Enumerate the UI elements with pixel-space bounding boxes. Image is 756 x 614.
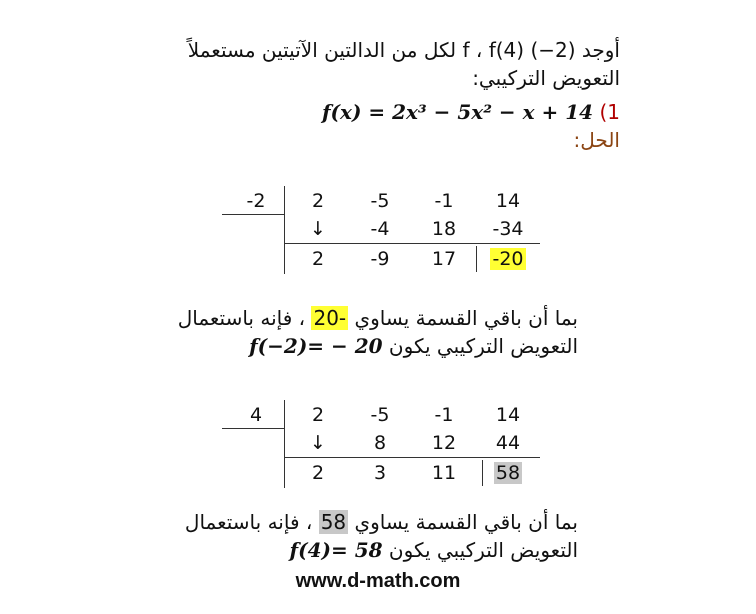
conclusion-2-result: 58 =(4)f [289,538,383,562]
conclusion-1-result: 20 − =(2−)f [249,334,383,358]
divisor-underline-2 [222,428,284,429]
conclusion-1-text-c: التعويض التركيبي يكون [382,334,578,358]
t2-r2-c4: 44 [495,432,521,454]
conclusion-2-highlight: 58 [320,510,347,534]
vertical-bar-1 [284,186,285,274]
sum-line-2 [284,457,540,458]
conclusion-1-line-1 [138,304,578,332]
conclusion-2-text-c: التعويض التركيبي يكون [382,538,578,562]
conclusion-1-highlight: -20 [313,306,347,330]
conclusion-1-text-a: بما أن باقي القسمة يساوي [348,306,578,330]
t1-r2-c2: -4 [370,218,390,240]
t2-down-arrow: ↓ [310,432,326,454]
t1-remainder: -20 [492,248,524,270]
t2-r1-c3: -1 [434,404,454,426]
divisor-2: 4 [249,404,263,426]
t1-down-arrow: ↓ [310,218,326,240]
t2-r3-c3: 11 [431,462,457,484]
t1-r1-c2: -5 [370,190,390,212]
conclusion-2-text-b: ، فإنه باستعمال [184,510,319,534]
question-text [150,36,620,92]
divisor-underline-1 [222,214,284,215]
question-line-1: أوجد (2−) f ، f(4) لكل من الدالتين الآتيتين مستعملاً [187,38,620,62]
sum-line-1 [284,243,540,244]
conclusion-2-line-2 [138,536,578,564]
t2-r3-c2: 3 [373,462,387,484]
problem-number: (1 [599,100,620,124]
conclusion-1 [138,304,578,360]
remainder-bar-1 [476,246,477,272]
t2-r1-c2: -5 [370,404,390,426]
t2-r3-c1: 2 [311,462,325,484]
t2-r1-c4: 14 [495,404,521,426]
conclusion-2-line-1 [138,508,578,536]
t1-r1-c4: 14 [495,190,521,212]
solution-label: الحل: [573,128,620,152]
t2-r2-c2: 8 [373,432,387,454]
question-line-2: التعويض التركيبي: [472,66,620,90]
t1-r1-c1: 2 [311,190,325,212]
function-definition [322,100,620,124]
t2-remainder: 58 [495,462,521,484]
t1-r3-c3: 17 [431,248,457,270]
website-watermark: www.d-math.com [295,570,461,592]
conclusion-2 [138,508,578,564]
function-expression: f(x) = 2x³ − 5x² − x + 14 [321,100,594,124]
t1-r2-c3: 18 [431,218,457,240]
divisor-1: -2 [246,190,266,212]
t1-r3-c2: -9 [370,248,390,270]
t1-r1-c3: -1 [434,190,454,212]
t2-r2-c3: 12 [431,432,457,454]
t2-r1-c1: 2 [311,404,325,426]
conclusion-2-text-a: بما أن باقي القسمة يساوي [348,510,578,534]
t1-r2-c4: -34 [492,218,524,240]
conclusion-1-text-b: ، فإنه باستعمال [177,306,312,330]
t1-r3-c1: 2 [311,248,325,270]
vertical-bar-2 [284,400,285,488]
conclusion-1-line-2 [138,332,578,360]
